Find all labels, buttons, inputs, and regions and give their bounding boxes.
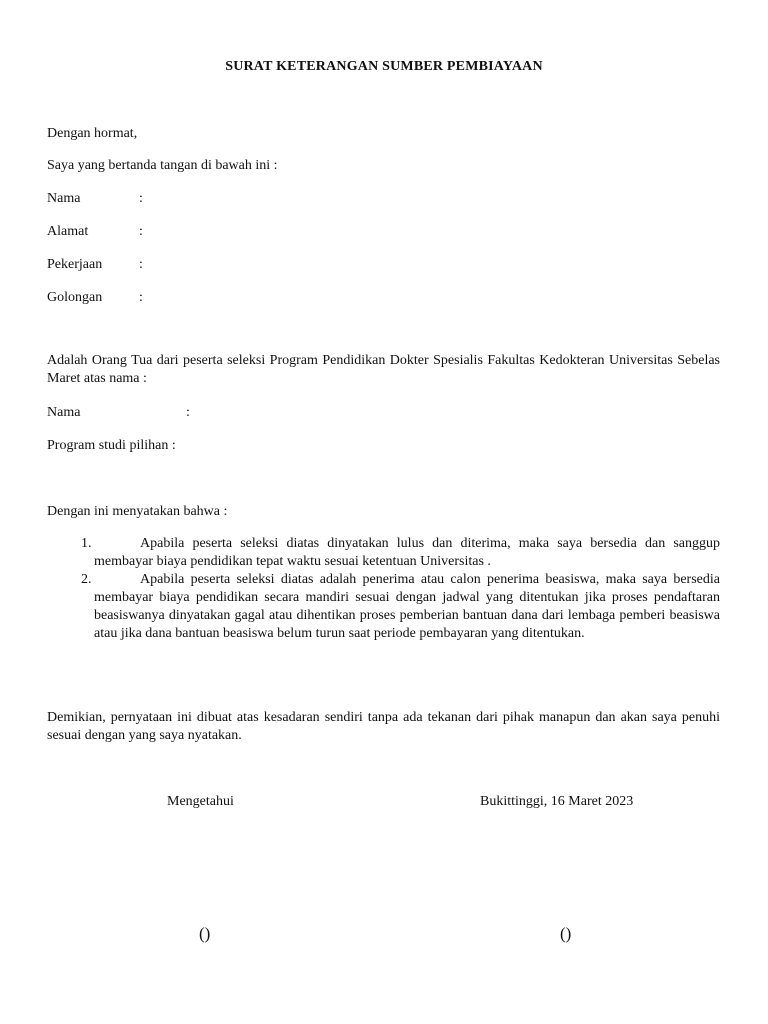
parent-statement: Adalah Orang Tua dari peserta seleksi Program Pendidikan Dokter Spesialis Fakultas Kedokteran Universitas Sebelas Maret atas nama :	[47, 353, 720, 386]
field-label: Golongan	[47, 290, 103, 305]
list-number: 1.	[81, 536, 92, 551]
list-item	[47, 535, 720, 571]
signature-left-label: Mengetahui	[167, 794, 234, 809]
field-colon: :	[171, 438, 176, 453]
closing-statement: Demikian, pernyataan ini dibuat atas kesadaran sendiri tanpa ada tekanan dari pihak manapun dan akan saya penuhi sesuai dengan yang saya nyatakan.	[47, 710, 720, 743]
list-number: 2.	[81, 572, 92, 587]
field-label: Pekerjaan	[47, 257, 103, 272]
field-label: Nama	[47, 405, 81, 420]
student-field-nama	[47, 404, 190, 422]
parent-field-alamat	[47, 223, 143, 241]
signature-right-name: ()	[560, 924, 572, 943]
parent-field-pekerjaan	[47, 256, 143, 274]
declaration-list	[47, 535, 720, 643]
signature-right-label: Bukittinggi, 16 Maret 2023	[480, 794, 634, 809]
field-label: Nama	[47, 191, 81, 206]
field-colon: :	[139, 224, 143, 239]
field-colon: :	[186, 405, 190, 420]
list-item	[47, 571, 720, 643]
field-label: Program studi pilihan	[47, 438, 169, 453]
field-colon: :	[139, 290, 143, 305]
intro-text: Saya yang bertanda tangan di bawah ini :	[47, 158, 278, 173]
declaration-intro: Dengan ini menyatakan bahwa :	[47, 504, 228, 519]
parent-field-golongan	[47, 289, 143, 307]
field-colon: :	[139, 257, 143, 272]
letter-title: SURAT KETERANGAN SUMBER PEMBIAYAAN	[225, 59, 543, 74]
signature-left-name: ()	[199, 924, 211, 943]
student-field-program	[47, 437, 176, 455]
list-text: Apabila peserta seleksi diatas dinyatakan lulus dan diterima, maka saya bersedia dan sanggup membayar biaya pendidikan tepat waktu sesuai ketentuan Universitas .	[94, 536, 720, 569]
list-text: Apabila peserta seleksi diatas adalah penerima atau calon penerima beasiswa, maka saya bersedia membayar biaya pendidikan secara mandiri sesuai dengan jadwal yang ditentukan jika proses pendaftaran beasiswanya dinyatakan gagal atau dihentikan proses pemberian bantuan dana dari lembaga pemberi beasiswa atau jika dana bantuan beasiswa belum turun saat periode pembayaran yang ditentukan.	[94, 572, 720, 641]
field-label: Alamat	[47, 224, 89, 239]
greeting: Dengan hormat,	[47, 126, 138, 141]
parent-field-nama	[47, 190, 143, 208]
field-colon: :	[139, 191, 143, 206]
